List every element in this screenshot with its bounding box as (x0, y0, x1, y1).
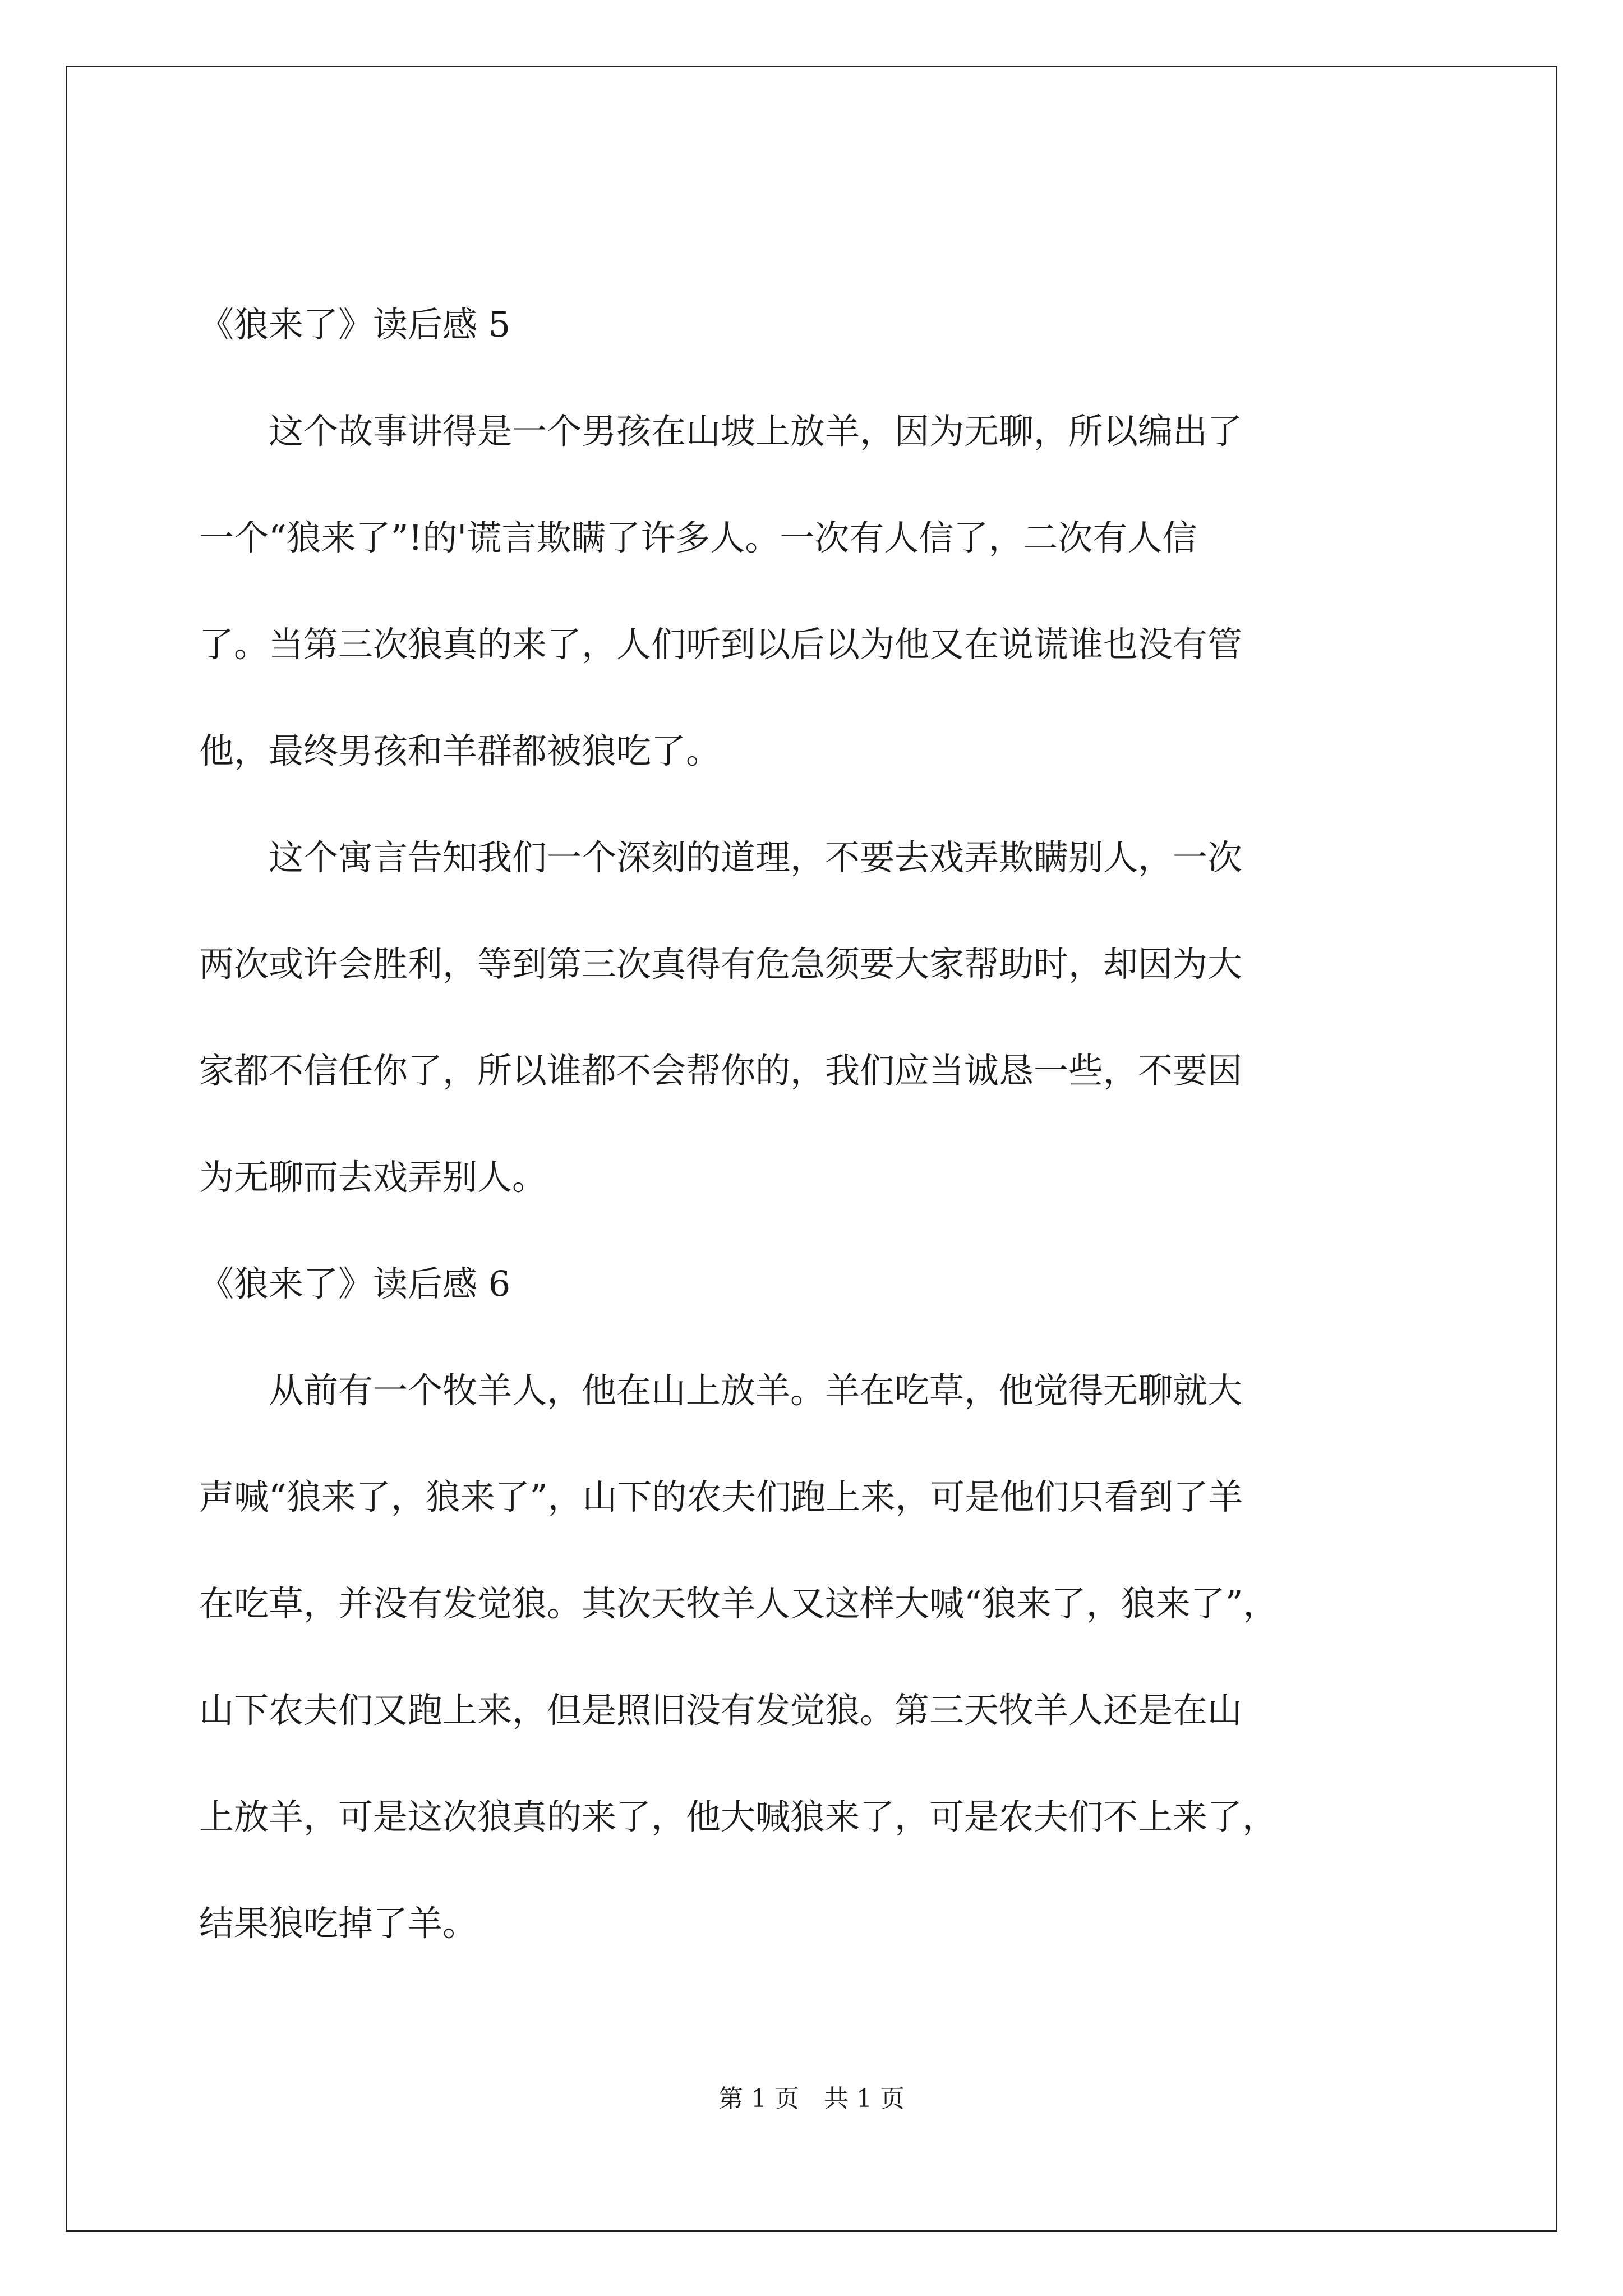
paragraph-line: 声喊“狼来了，狼来了”，山下的农夫们跑上来，可是他们只看到了羊 (199, 1476, 1243, 1517)
page-footer: 第 1 页 共 1 页 (718, 2085, 905, 2113)
paragraph-line: 这个寓言告知我们一个深刻的道理，不要去戏弄欺瞒别人，一次 (199, 837, 1243, 878)
paragraph-line: 一个“狼来了”!的'谎言欺瞒了许多人。一次有人信了，二次有人信 (199, 517, 1197, 558)
paragraph-line: 为无聊而去戏弄别人。 (199, 1157, 547, 1198)
paragraph-line: 这个故事讲得是一个男孩在山坡上放羊，因为无聊，所以编出了 (199, 411, 1243, 452)
paragraph-line: 两次或许会胜利，等到第三次真得有危急须要大家帮助时，却因为大 (199, 944, 1243, 984)
paragraph-line: 从前有一个牧羊人，他在山上放羊。羊在吃草，他觉得无聊就大 (199, 1370, 1243, 1411)
paragraph-line: 上放羊，可是这次狼真的来了，他大喊狼来了，可是农夫们不上来了， (199, 1796, 1278, 1837)
paragraph-line: 他，最终男孩和羊群都被狼吃了。 (199, 730, 721, 771)
paragraph-line: 山下农夫们又跑上来，但是照旧没有发觉狼。第三天牧羊人还是在山 (199, 1690, 1243, 1731)
paragraph-line: 在吃草，并没有发觉狼。其次天牧羊人又这样大喊“狼来了，狼来了”， (199, 1583, 1278, 1624)
section-heading: 《狼来了》读后感 6 (199, 1263, 511, 1304)
paragraph-line: 家都不信任你了，所以谁都不会帮你的，我们应当诚恳一些，不要因 (199, 1050, 1243, 1091)
section-heading: 《狼来了》读后感 5 (199, 304, 511, 345)
paragraph-line: 结果狼吃掉了羊。 (199, 1903, 478, 1944)
paragraph-line: 了。当第三次狼真的来了，人们听到以后以为他又在说谎谁也没有管 (199, 624, 1243, 665)
